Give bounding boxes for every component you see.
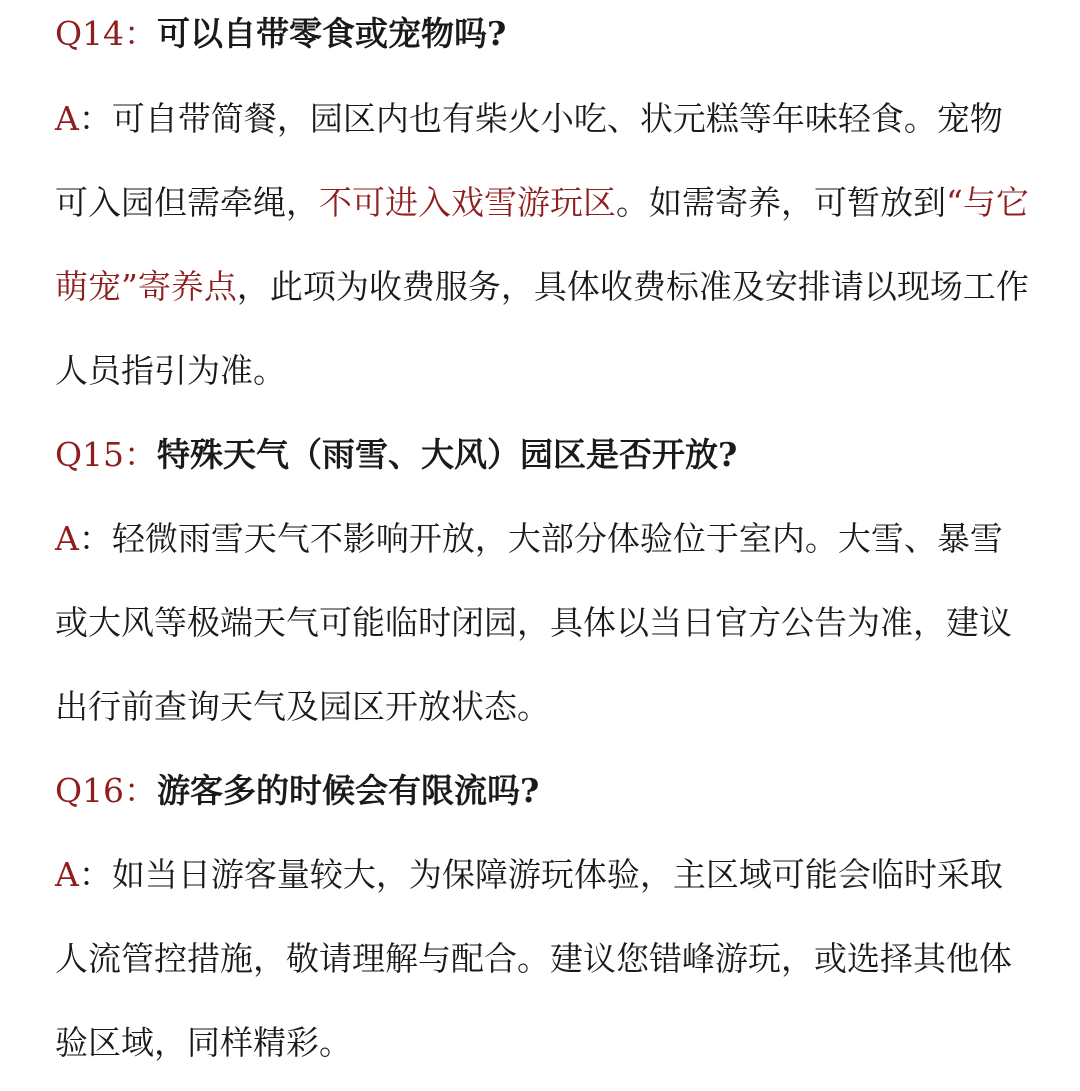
answer-highlight: 不可进入戏雪游玩区 xyxy=(319,183,616,222)
question-number: Q15 xyxy=(55,435,125,474)
question-separator: ： xyxy=(124,771,158,810)
question-separator: ： xyxy=(124,14,158,53)
answer-separator: ： xyxy=(78,519,112,558)
answer-16 xyxy=(55,833,1030,1085)
answer-label: A xyxy=(55,99,79,138)
answer-15 xyxy=(55,497,1030,749)
answer-text: 。如需寄养，可暂放到 xyxy=(616,183,946,222)
question-16 xyxy=(55,771,539,811)
question-number: Q16 xyxy=(55,771,125,810)
question-14 xyxy=(55,14,506,54)
answer-label: A xyxy=(55,519,79,558)
question-separator: ： xyxy=(124,435,158,474)
question-number: Q14 xyxy=(55,14,125,53)
answer-text: ，此项为收费服务，具体收费标准及安排请以现场工作人员指引为准。 xyxy=(55,267,1029,390)
answer-text: 如当日游客量较大，为保障游玩体验，主区域可能会临时采取人流管控措施，敬请理解与配合。建议您错峰游玩，或选择其他体验区域，同样精彩。 xyxy=(55,855,1012,1062)
answer-separator: ： xyxy=(78,855,112,894)
answer-label: A xyxy=(55,855,79,894)
question-text: 游客多的时候会有限流吗? xyxy=(157,771,540,810)
answer-text: 可自带简餐，园区内也有柴火小吃、状元糕等年味轻食。宠物可入园但需牵绳， xyxy=(55,99,1003,222)
answer-highlight: “与它萌宠”寄养点 xyxy=(55,183,1029,306)
question-text: 可以自带零食或宠物吗? xyxy=(157,14,507,53)
answer-separator: ： xyxy=(78,99,112,138)
question-text: 特殊天气（雨雪、大风）园区是否开放? xyxy=(157,435,738,474)
answer-text: 轻微雨雪天气不影响开放，大部分体验位于室内。大雪、暴雪或大风等极端天气可能临时闭园，具体以当日官方公告为准，建议出行前查询天气及园区开放状态。 xyxy=(55,519,1012,726)
answer-14 xyxy=(55,77,1030,413)
question-15 xyxy=(55,435,737,475)
